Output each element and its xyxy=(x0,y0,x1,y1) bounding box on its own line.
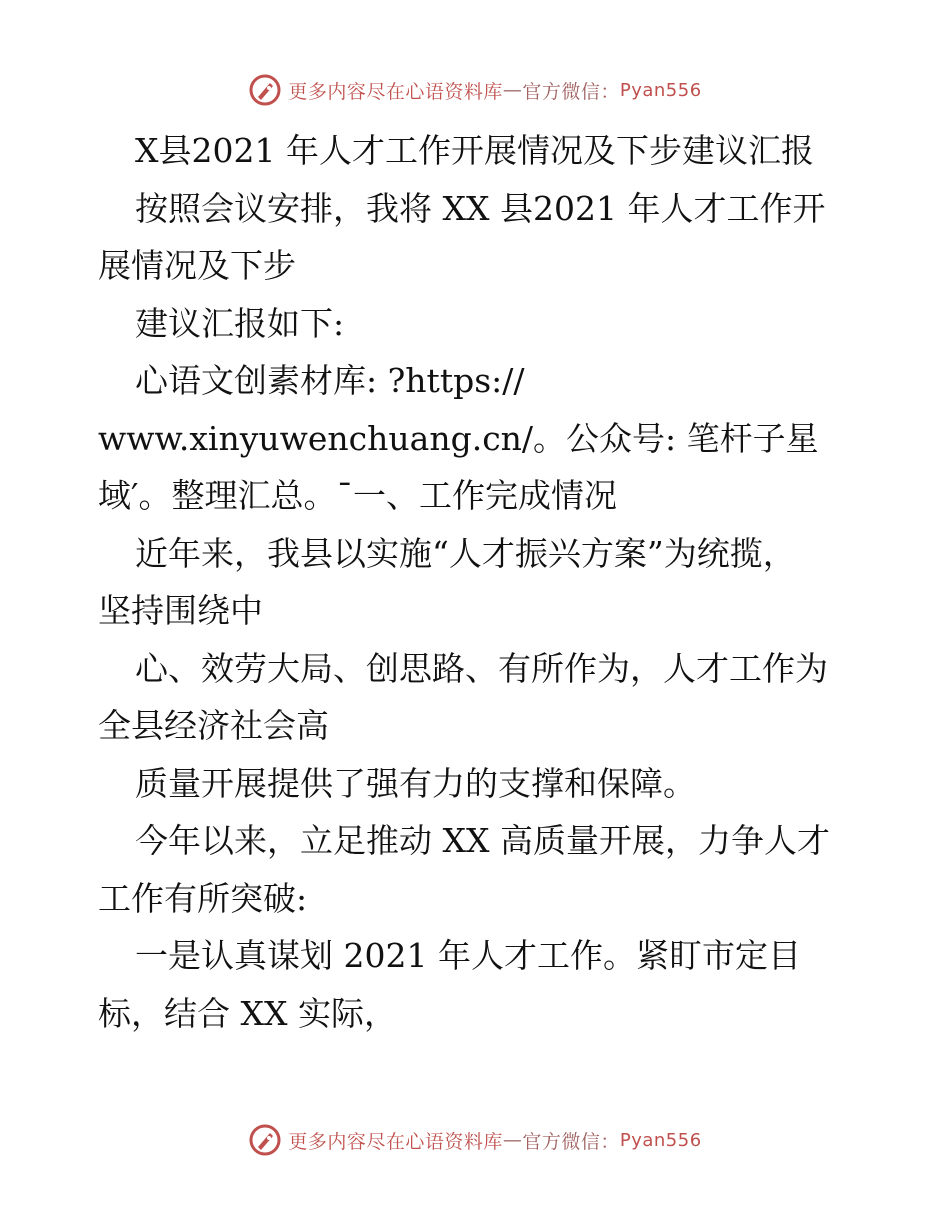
doc-line: www.xinyuwenchuang.cn/。公众号: 笔杆子星 xyxy=(98,418,819,458)
doc-line: 标，结合 XX 实际， xyxy=(98,993,397,1033)
doc-line: 今年以来，立足推动 XX 高质量开展，力争人才 xyxy=(135,821,830,860)
watermark-dash: — xyxy=(502,1129,523,1151)
header-watermark xyxy=(0,70,950,110)
footer-watermark xyxy=(0,1120,950,1160)
doc-line: 展情况及下步 xyxy=(98,246,296,285)
watermark-main-text: 更多内容尽在心语资料库 xyxy=(288,80,503,103)
doc-line: 工作有所突破: xyxy=(98,878,308,918)
doc-line: 心、效劳大局、创思路、有所作为，人才工作为 xyxy=(135,648,828,688)
doc-line: X县2021 年人才工作开展情况及下步建议汇报 xyxy=(135,131,814,170)
watermark-wechat-id: Pyan556 xyxy=(619,79,702,101)
doc-line: 域′。整理汇总。¯一、工作完成情况 xyxy=(98,476,617,515)
doc-line: 全县经济社会高 xyxy=(98,706,329,745)
doc-line: 近年来，我县以实施“人才振兴方案”为统揽， xyxy=(135,533,796,573)
watermark-main-text: 更多内容尽在心语资料库 xyxy=(288,1130,503,1153)
doc-line: 一是认真谋划 2021 年人才工作。紧盯市定目 xyxy=(135,936,801,975)
watermark-wechat-id: Pyan556 xyxy=(619,1129,702,1151)
doc-line: 心语文创素材库: ?https:// xyxy=(135,361,525,400)
doc-line: 按照会议安排，我将 XX 县2021 年人才工作开 xyxy=(135,188,826,228)
watermark-wechat-label: 官方微信： xyxy=(522,1130,620,1153)
doc-line: 坚持围绕中 xyxy=(98,591,263,630)
doc-line: 建议汇报如下: xyxy=(135,303,345,343)
watermark-dash: — xyxy=(502,79,523,101)
doc-line: 质量开展提供了强有力的支撑和保障。 xyxy=(135,763,696,803)
pen-nib-logo-icon xyxy=(248,1123,282,1157)
pen-nib-logo-icon xyxy=(248,73,282,107)
watermark-wechat-label: 官方微信： xyxy=(522,80,620,103)
document-body xyxy=(98,122,858,1042)
